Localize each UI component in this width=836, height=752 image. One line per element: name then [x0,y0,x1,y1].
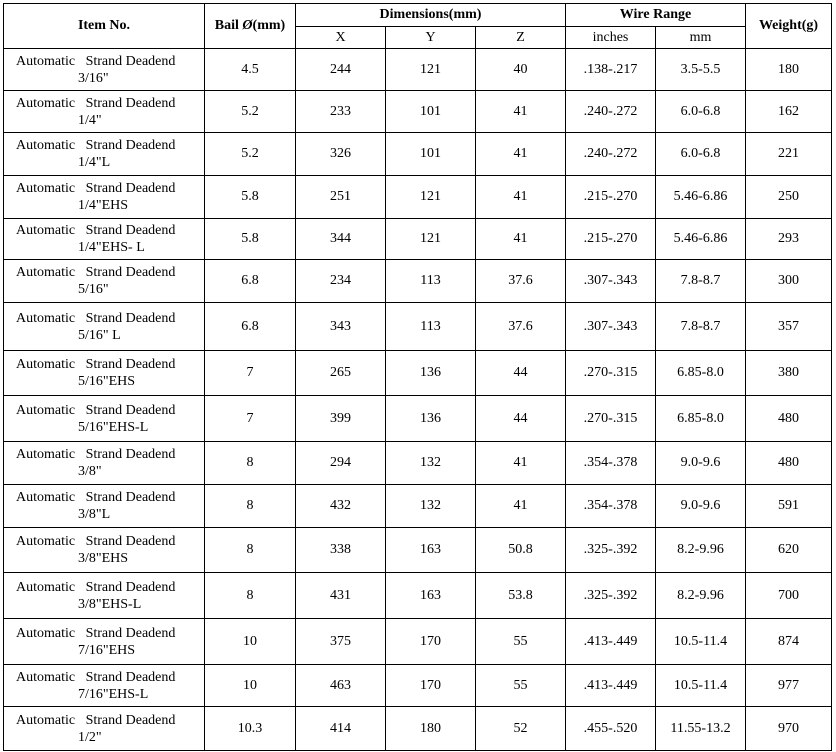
z-cell: 55 [476,619,566,665]
header-dimensions: Dimensions(mm) [296,4,566,27]
z-cell: 41 [476,219,566,260]
weight-cell: 480 [746,442,832,485]
x-cell: 234 [296,260,386,303]
y-cell: 170 [386,619,476,665]
mm-cell: 11.55-13.2 [656,707,746,751]
table-row [4,573,832,619]
table-row [4,219,832,260]
item-line-1: Automatic Strand Deadend [16,534,176,549]
inches-cell: .215-.270 [566,219,656,260]
mm-cell: 9.0-9.6 [656,442,746,485]
mm-cell: 7.8-8.7 [656,260,746,303]
item-no-cell [4,396,205,442]
item-line-1: Automatic Strand Deadend [16,625,176,641]
table-row [4,351,832,396]
header-y: Y [386,27,476,49]
inches-cell: .455-.520 [566,707,656,751]
bail-cell: 5.2 [205,91,296,133]
y-cell: 113 [386,303,476,351]
y-cell: 121 [386,219,476,260]
weight-cell: 300 [746,260,832,303]
mm-cell: 5.46-6.86 [656,176,746,219]
item-line-1: Automatic Strand Deadend [16,490,176,505]
item-line-2: 3/16" [78,70,109,86]
x-cell: 244 [296,49,386,91]
x-cell: 463 [296,665,386,707]
y-cell: 136 [386,351,476,396]
y-cell: 121 [386,49,476,91]
item-line-2: 3/8"EHS-L [78,596,142,612]
x-cell: 251 [296,176,386,219]
x-cell: 414 [296,707,386,751]
y-cell: 113 [386,260,476,303]
inches-cell: .240-.272 [566,133,656,176]
item-line-1: Automatic Strand Deadend [16,712,176,728]
weight-cell: 221 [746,133,832,176]
bail-cell: 6.8 [205,303,296,351]
weight-cell: 874 [746,619,832,665]
mm-cell: 5.46-6.86 [656,219,746,260]
header-inches: inches [566,27,656,49]
item-line-2: 3/8" [78,464,102,479]
y-cell: 121 [386,176,476,219]
item-line-2: 1/4"EHS [78,198,129,213]
z-cell: 41 [476,133,566,176]
y-cell: 101 [386,91,476,133]
item-line-2: 5/16" L [78,327,121,343]
bail-cell: 6.8 [205,260,296,303]
weight-cell: 162 [746,91,832,133]
weight-cell: 591 [746,485,832,528]
x-cell: 233 [296,91,386,133]
weight-cell: 977 [746,665,832,707]
item-line-1: Automatic Strand Deadend [16,265,176,280]
inches-cell: .270-.315 [566,396,656,442]
z-cell: 44 [476,351,566,396]
bail-cell: 8 [205,573,296,619]
x-cell: 265 [296,351,386,396]
item-line-1: Automatic Strand Deadend [16,579,176,595]
x-cell: 344 [296,219,386,260]
bail-cell: 10 [205,619,296,665]
weight-cell: 180 [746,49,832,91]
bail-cell: 5.2 [205,133,296,176]
table-row [4,619,832,665]
x-cell: 432 [296,485,386,528]
mm-cell: 8.2-9.96 [656,573,746,619]
x-cell: 431 [296,573,386,619]
x-cell: 338 [296,528,386,573]
z-cell: 41 [476,442,566,485]
z-cell: 41 [476,176,566,219]
item-no-cell [4,260,205,303]
item-no-cell [4,665,205,707]
mm-cell: 6.85-8.0 [656,351,746,396]
table-row [4,260,832,303]
x-cell: 326 [296,133,386,176]
weight-cell: 380 [746,351,832,396]
weight-cell: 293 [746,219,832,260]
weight-cell: 480 [746,396,832,442]
bail-cell: 10.3 [205,707,296,751]
item-no-cell [4,442,205,485]
weight-cell: 357 [746,303,832,351]
item-no-cell [4,303,205,351]
inches-cell: .325-.392 [566,573,656,619]
header-bail-unit: (mm) [252,18,286,33]
z-cell: 41 [476,485,566,528]
item-no-cell [4,351,205,396]
item-no-cell [4,91,205,133]
mm-cell: 3.5-5.5 [656,49,746,91]
item-line-1: Automatic Strand Deadend [16,95,176,111]
table-row [4,442,832,485]
item-no-cell [4,49,205,91]
table-row [4,396,832,442]
table-row [4,303,832,351]
item-line-2: 3/8"EHS [78,551,129,566]
table-row [4,91,832,133]
z-cell: 53.8 [476,573,566,619]
header-bail [205,4,296,49]
z-cell: 55 [476,665,566,707]
weight-cell: 250 [746,176,832,219]
mm-cell: 9.0-9.6 [656,485,746,528]
table-row [4,707,832,751]
item-line-1: Automatic Strand Deadend [16,357,176,372]
y-cell: 163 [386,528,476,573]
inches-cell: .325-.392 [566,528,656,573]
mm-cell: 7.8-8.7 [656,303,746,351]
bail-cell: 5.8 [205,176,296,219]
item-line-2: 1/4" [78,112,102,128]
inches-cell: .138-.217 [566,49,656,91]
weight-cell: 970 [746,707,832,751]
spec-table [3,3,832,751]
inches-cell: .307-.343 [566,303,656,351]
header-mm: mm [656,27,746,49]
bail-cell: 5.8 [205,219,296,260]
header-weight: Weight(g) [746,4,832,49]
header-wire-range: Wire Range [566,4,746,27]
z-cell: 50.8 [476,528,566,573]
header-bail-label: Bail [214,18,243,33]
mm-cell: 8.2-9.96 [656,528,746,573]
item-no-cell [4,528,205,573]
bail-cell: 8 [205,528,296,573]
inches-cell: .240-.272 [566,91,656,133]
item-line-2: 3/8"L [78,507,111,522]
y-cell: 136 [386,396,476,442]
weight-cell: 700 [746,573,832,619]
bail-cell: 10 [205,665,296,707]
header-z: Z [476,27,566,49]
z-cell: 44 [476,396,566,442]
z-cell: 52 [476,707,566,751]
item-no-cell [4,176,205,219]
item-no-cell [4,707,205,751]
mm-cell: 10.5-11.4 [656,665,746,707]
inches-cell: .354-.378 [566,442,656,485]
y-cell: 163 [386,573,476,619]
bail-cell: 8 [205,442,296,485]
mm-cell: 6.85-8.0 [656,396,746,442]
table-body [4,49,832,751]
y-cell: 170 [386,665,476,707]
item-line-2: 5/16"EHS [78,374,136,389]
y-cell: 132 [386,442,476,485]
item-no-cell [4,485,205,528]
item-line-1: Automatic Strand Deadend [16,310,176,326]
item-line-1: Automatic Strand Deadend [16,53,176,69]
table-row [4,176,832,219]
inches-cell: .354-.378 [566,485,656,528]
y-cell: 101 [386,133,476,176]
bail-cell: 8 [205,485,296,528]
mm-cell: 6.0-6.8 [656,91,746,133]
y-cell: 180 [386,707,476,751]
header-x: X [296,27,386,49]
item-line-2: 5/16" [78,282,109,297]
bail-cell: 4.5 [205,49,296,91]
item-no-cell [4,619,205,665]
bail-cell: 7 [205,396,296,442]
item-line-2: 7/16"EHS [78,642,136,658]
item-line-2: 7/16"EHS-L [78,686,149,702]
inches-cell: .307-.343 [566,260,656,303]
item-no-cell [4,219,205,260]
mm-cell: 6.0-6.8 [656,133,746,176]
x-cell: 399 [296,396,386,442]
header-item-no: Item No. [4,4,205,49]
weight-cell: 620 [746,528,832,573]
table-row [4,49,832,91]
inches-cell: .413-.449 [566,665,656,707]
item-line-1: Automatic Strand Deadend [16,669,176,685]
item-line-1: Automatic Strand Deadend [16,138,176,153]
z-cell: 41 [476,91,566,133]
table-row [4,485,832,528]
x-cell: 375 [296,619,386,665]
inches-cell: .413-.449 [566,619,656,665]
x-cell: 294 [296,442,386,485]
item-line-1: Automatic Strand Deadend [16,181,176,196]
inches-cell: .215-.270 [566,176,656,219]
item-line-1: Automatic Strand Deadend [16,447,176,462]
item-line-2: 5/16"EHS-L [78,419,149,435]
x-cell: 343 [296,303,386,351]
table-row [4,133,832,176]
table-row [4,528,832,573]
z-cell: 40 [476,49,566,91]
mm-cell: 10.5-11.4 [656,619,746,665]
item-line-1: Automatic Strand Deadend [16,402,176,418]
y-cell: 132 [386,485,476,528]
item-line-2: 1/4"EHS- L [78,240,145,255]
item-line-2: 1/2" [78,729,102,745]
item-line-1: Automatic Strand Deadend [16,223,176,238]
bail-cell: 7 [205,351,296,396]
inches-cell: .270-.315 [566,351,656,396]
item-line-2: 1/4"L [78,155,111,170]
item-no-cell [4,573,205,619]
table-row [4,665,832,707]
z-cell: 37.6 [476,303,566,351]
z-cell: 37.6 [476,260,566,303]
diameter-symbol: Ø [242,18,253,33]
item-no-cell [4,133,205,176]
